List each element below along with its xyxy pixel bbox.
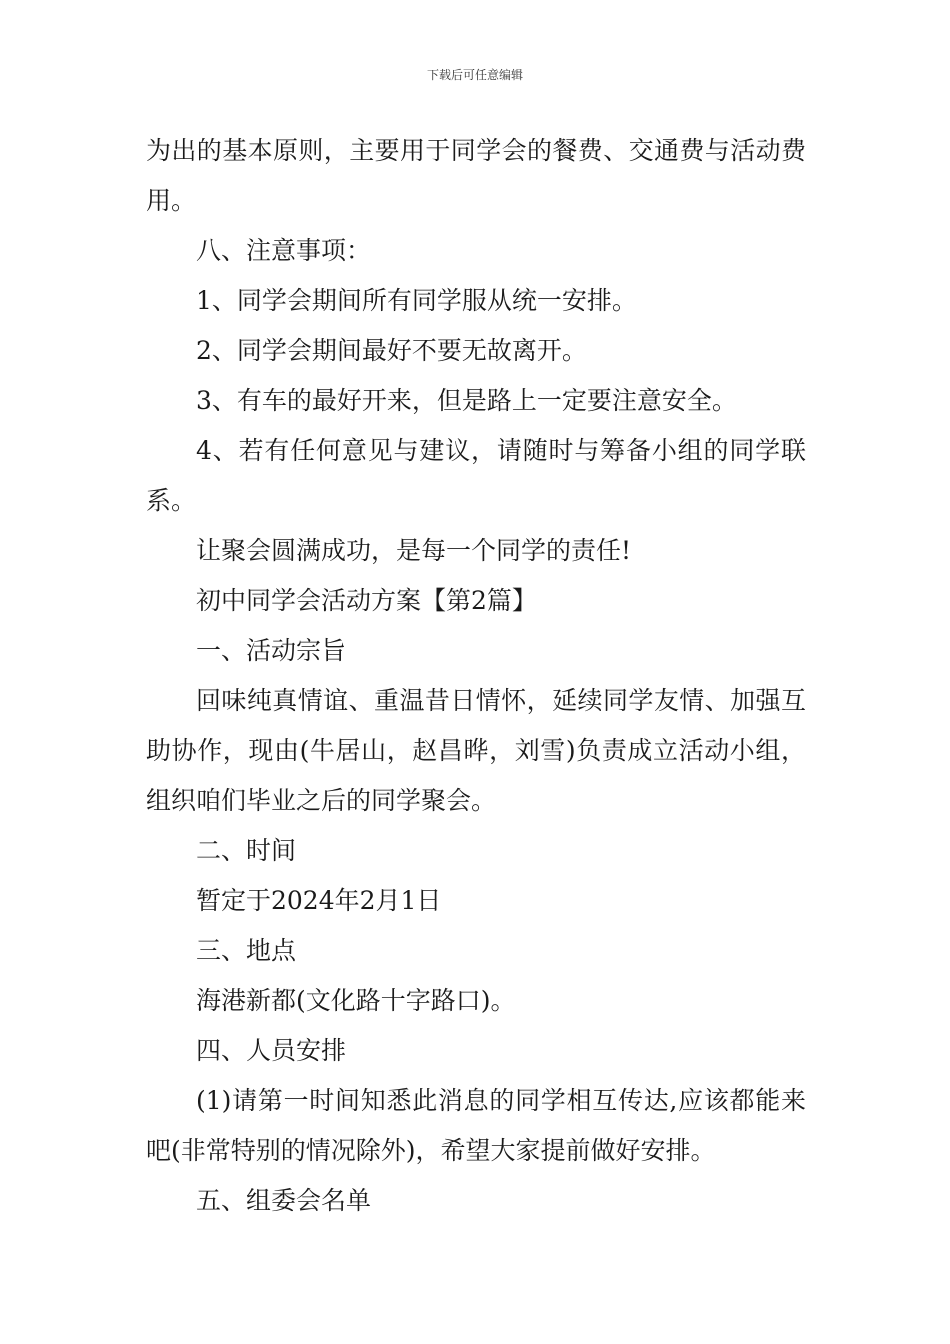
paragraph-staffing-1: (1)请第一时间知悉此消息的同学相互传达,应该都能来吧(非常特别的情况除外)，希望大家提前做好安排。 <box>146 1086 806 1165</box>
section-heading-purpose: 一、活动宗旨 <box>196 636 347 665</box>
paragraph-location: 海港新都(文化路十字路口)。 <box>196 986 516 1015</box>
section-heading-committee: 五、组委会名单 <box>196 1186 372 1215</box>
section-heading-staffing: 四、人员安排 <box>196 1036 347 1065</box>
document-body <box>146 126 806 1226</box>
list-item-note-2: 2、同学会期间最好不要无故离开。 <box>196 336 587 365</box>
section-heading-notes: 八、注意事项： <box>196 236 372 265</box>
list-item-note-4: 4、若有任何意见与建议，请随时与筹备小组的同学联系。 <box>146 436 806 515</box>
section-heading-time: 二、时间 <box>196 836 297 865</box>
page-header-note: 下载后可任意编辑 <box>426 68 523 82</box>
paragraph-time: 暂定于2024年2月1日 <box>196 886 442 915</box>
document-title-part-2: 初中同学会活动方案【第2篇】 <box>196 586 537 615</box>
section-heading-location: 三、地点 <box>196 936 297 965</box>
list-item-note-1: 1、同学会期间所有同学服从统一安排。 <box>196 286 637 315</box>
paragraph-closing: 让聚会圆满成功，是每一个同学的责任! <box>196 536 632 565</box>
paragraph-purpose: 回味纯真情谊、重温昔日情怀，延续同学友情、加强互助协作，现由(牛居山，赵昌晔，刘雪)负责成立活动小组，组织咱们毕业之后的同学聚会。 <box>146 686 806 815</box>
list-item-note-3: 3、有车的最好开来，但是路上一定要注意安全。 <box>196 386 737 415</box>
paragraph-continued-budget: 为出的基本原则，主要用于同学会的餐费、交通费与活动费用。 <box>146 136 806 215</box>
